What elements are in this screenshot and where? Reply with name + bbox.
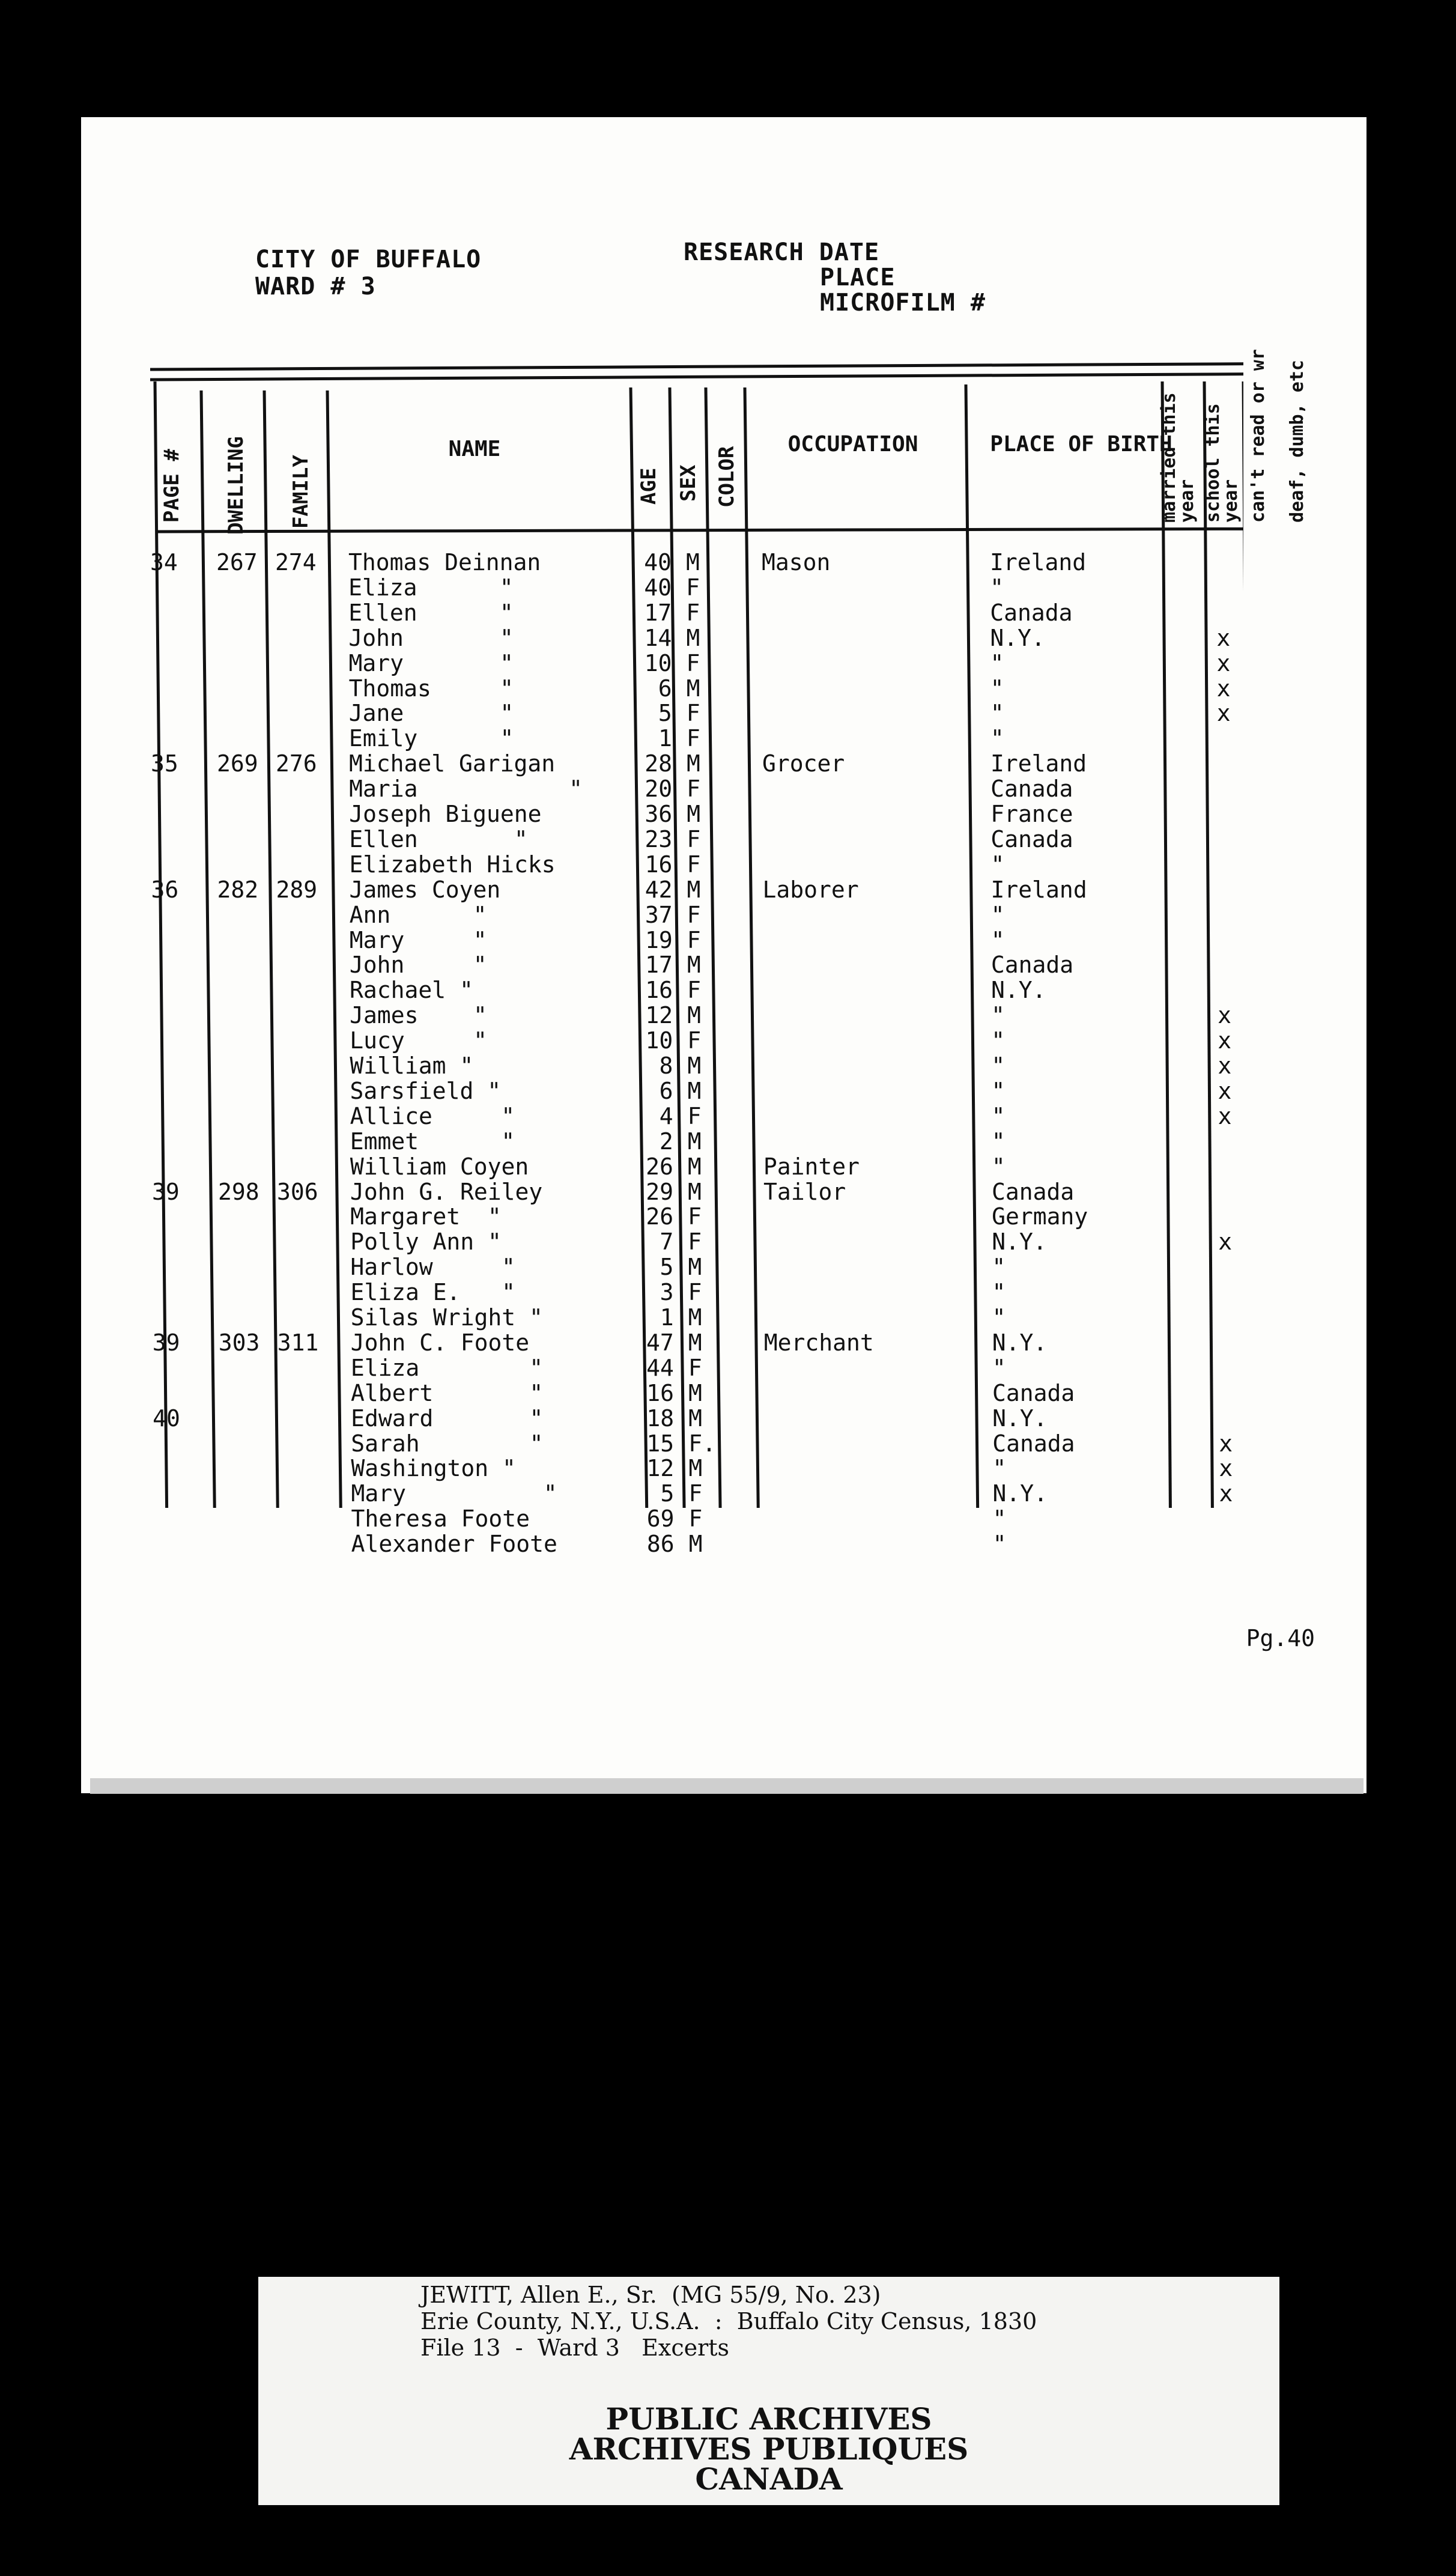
cell-name: Joseph Biguene	[349, 801, 542, 827]
cell-sex: F	[686, 574, 700, 601]
cell-dwelling: 282	[217, 876, 259, 903]
cell-school: x	[1218, 1077, 1232, 1104]
cell-birth: "	[991, 1128, 1006, 1155]
cell-name: Sarah "	[351, 1430, 544, 1457]
cell-sex: F	[686, 599, 700, 626]
cell-sex: F	[688, 1279, 702, 1306]
table-row	[0, 1179, 1171, 1204]
cell-age: 1	[658, 725, 672, 752]
cell-family: 289	[276, 876, 318, 903]
cell-name: Jane "	[348, 700, 514, 727]
cell-sex: M	[687, 1002, 702, 1029]
cell-age: 29	[646, 1178, 673, 1205]
cell-name: Harlow "	[350, 1254, 515, 1281]
cell-name: John C. Foote	[350, 1329, 530, 1356]
table-row	[0, 600, 1171, 625]
cell-sex: F	[688, 1229, 702, 1256]
cell-sex: M	[687, 1053, 702, 1079]
cell-family: 274	[275, 549, 317, 576]
archive-line-1: JEWITT, Allen E., Sr. (MG 55/9, No. 23)	[420, 2282, 881, 2308]
cell-school: x	[1216, 624, 1231, 651]
cell-sex: M	[688, 1379, 702, 1406]
col-school: school this year	[1203, 403, 1242, 523]
archive-stamp-3: CANADA	[695, 2461, 843, 2497]
cell-name: Emmet "	[350, 1128, 515, 1155]
cell-sex: M	[687, 1077, 702, 1104]
cell-sex: F	[687, 901, 701, 928]
cell-school: x	[1216, 675, 1231, 702]
cell-occupation: Tailor	[763, 1178, 846, 1205]
cell-school: x	[1219, 1480, 1233, 1507]
table-row	[0, 726, 1171, 751]
cell-age: 36	[645, 801, 673, 827]
cell-sex: M	[688, 1405, 702, 1432]
table-row	[0, 1330, 1171, 1355]
city-label: CITY OF BUFFALO	[255, 246, 482, 273]
cell-sex: F	[686, 649, 700, 676]
cell-birth: "	[991, 1027, 1006, 1054]
cell-birth: Germany	[992, 1203, 1088, 1230]
cell-birth: "	[990, 574, 1004, 601]
cell-age: 16	[645, 851, 673, 878]
cell-name: Ellen "	[348, 599, 514, 626]
cell-birth: "	[992, 1304, 1006, 1331]
cell-sex: M	[688, 1329, 702, 1356]
table-row	[0, 649, 1231, 676]
cell-name: Eliza "	[350, 1354, 544, 1381]
cell-sex: M	[688, 1455, 703, 1482]
cell-age: 69	[646, 1505, 675, 1533]
table-row	[0, 1280, 1171, 1305]
cell-sex: M	[688, 1178, 702, 1205]
table-row	[0, 852, 1171, 877]
table-row	[0, 827, 1171, 852]
cell-name: Mary "	[351, 1480, 557, 1507]
cell-sex: F	[687, 1102, 702, 1129]
cell-birth: N.Y.	[991, 977, 1046, 1004]
cell-dwelling: 269	[216, 750, 258, 777]
cell-school: x	[1218, 1229, 1233, 1256]
col-sex: SEX	[676, 464, 700, 502]
cell-name: Sarsfield "	[350, 1077, 502, 1104]
cell-age: 10	[644, 649, 672, 676]
cell-age: 16	[646, 1379, 674, 1406]
cell-name: Mary "	[348, 649, 514, 676]
archive-stamp-1: PUBLIC ARCHIVES	[605, 2401, 932, 2437]
cell-sex: F	[688, 1480, 703, 1507]
cell-age: 5	[660, 1254, 674, 1281]
cell-name: Polly Ann "	[350, 1229, 502, 1256]
cell-school: x	[1218, 1102, 1232, 1129]
table-row	[0, 751, 1171, 776]
cell-age: 12	[645, 1002, 673, 1029]
table-row	[0, 1455, 1233, 1482]
table-row	[0, 1102, 1232, 1129]
cell-name: Allice "	[350, 1102, 515, 1129]
col-cant-read: can't read or wr	[1248, 349, 1269, 523]
cell-name: Silas Wright "	[350, 1304, 543, 1331]
cell-name: Ellen "	[349, 825, 528, 852]
table-row	[0, 550, 1171, 575]
cell-birth: Canada	[992, 1379, 1075, 1406]
cell-birth: Canada	[990, 952, 1074, 979]
place-label: PLACE	[820, 264, 896, 291]
col-color: COLOR	[715, 446, 739, 508]
cell-age: 15	[646, 1430, 675, 1457]
cell-age: 86	[646, 1531, 675, 1558]
cell-page: 35	[150, 750, 178, 777]
cell-dwelling: 303	[218, 1329, 260, 1356]
col-page: PAGE #	[160, 449, 184, 523]
ward-label: WARD # 3	[255, 273, 376, 300]
cell-age: 3	[660, 1279, 674, 1306]
cell-name: Thomas "	[348, 675, 514, 702]
cell-name: Edward "	[351, 1405, 544, 1432]
cell-name: John "	[349, 952, 487, 979]
cell-birth: "	[992, 1531, 1007, 1558]
cell-sex: F	[687, 926, 701, 953]
cell-birth: "	[990, 851, 1005, 878]
cell-age: 26	[646, 1153, 673, 1180]
col-age: AGE	[637, 467, 661, 505]
cell-occupation: Painter	[763, 1153, 860, 1180]
cell-age: 40	[644, 549, 672, 576]
cell-school: x	[1219, 1430, 1233, 1457]
cell-birth: "	[992, 1354, 1006, 1381]
cell-birth: "	[990, 675, 1004, 702]
col-place-of-birth: PLACE OF BIRTH	[990, 432, 1172, 457]
cell-page: 36	[151, 876, 179, 903]
cell-name: William "	[350, 1053, 474, 1079]
cell-birth: "	[991, 1002, 1006, 1029]
cell-name: William Coyen	[350, 1153, 529, 1180]
cell-age: 10	[645, 1027, 673, 1054]
cell-age: 23	[645, 825, 673, 852]
cell-page: 34	[150, 549, 178, 576]
cell-sex: M	[688, 1304, 702, 1331]
cell-birth: Canada	[990, 599, 1073, 626]
cell-age: 7	[660, 1229, 674, 1256]
table-row	[0, 1002, 1232, 1029]
cell-birth: Ireland	[990, 876, 1087, 903]
cell-school: x	[1218, 1053, 1232, 1079]
cell-birth: N.Y.	[992, 1229, 1047, 1256]
table-row	[0, 928, 1171, 953]
cell-birth: "	[991, 1153, 1006, 1180]
cell-name: John "	[348, 624, 514, 651]
cell-page: 39	[152, 1329, 180, 1356]
table-row	[0, 801, 1171, 827]
cell-name: Alexander Foote	[351, 1531, 557, 1558]
archive-label	[258, 2277, 1279, 2505]
table-row	[0, 1077, 1232, 1104]
cell-name: Washington "	[351, 1455, 516, 1482]
cell-occupation: Grocer	[762, 750, 845, 777]
cell-age: 19	[645, 926, 673, 953]
cell-birth: Canada	[990, 825, 1073, 852]
cell-age: 2	[659, 1128, 673, 1155]
table-row	[0, 1027, 1232, 1054]
cell-sex: M	[687, 876, 701, 903]
cell-sex: F	[687, 851, 701, 878]
cell-school: x	[1218, 1027, 1232, 1054]
cell-age: 14	[644, 624, 672, 651]
cell-dwelling: 267	[216, 549, 258, 576]
col-dwelling: DWELLING	[224, 436, 248, 535]
cell-name: Lucy "	[350, 1027, 488, 1054]
cell-name: Michael Garigan	[348, 750, 556, 777]
cell-birth: Ireland	[990, 750, 1087, 777]
table-row	[0, 1204, 1171, 1229]
table-row	[0, 675, 1231, 702]
cell-name: Rachael "	[350, 977, 473, 1004]
cell-birth: N.Y.	[990, 624, 1045, 651]
sheet-edge	[90, 1778, 1363, 1794]
col-occupation: OCCUPATION	[787, 432, 918, 457]
cell-name: Thomas Deinnan	[348, 549, 541, 576]
cell-page: 40	[153, 1405, 180, 1432]
cell-birth: Canada	[990, 776, 1073, 803]
table-row	[0, 1154, 1171, 1179]
cell-name: Albert "	[350, 1379, 544, 1406]
archive-line-2: Erie County, N.Y., U.S.A. : Buffalo City Census, 1830	[420, 2308, 1037, 2334]
cell-age: 16	[645, 977, 673, 1004]
cell-sex: M	[686, 549, 700, 576]
cell-birth: N.Y.	[992, 1329, 1048, 1356]
cell-birth: "	[992, 1455, 1007, 1482]
table-row	[0, 952, 1171, 977]
cell-age: 1	[660, 1304, 674, 1331]
cell-birth: "	[990, 926, 1005, 953]
cell-age: 6	[659, 1077, 673, 1104]
table-row	[0, 1254, 1171, 1280]
page-number: Pg.40	[1246, 1625, 1315, 1651]
cell-name: James "	[350, 1002, 487, 1029]
cell-name: Elizabeth Hicks	[349, 851, 556, 878]
table-row	[0, 1229, 1233, 1256]
cell-age: 47	[646, 1329, 674, 1356]
cell-sex: F	[687, 825, 701, 852]
cell-sex: F	[688, 1203, 702, 1230]
cell-age: 37	[645, 901, 673, 928]
cell-name: Mary "	[349, 926, 487, 953]
col-deaf: deaf, dumb, etc	[1287, 360, 1308, 523]
cell-age: 20	[645, 776, 673, 803]
cell-birth: "	[992, 1505, 1007, 1533]
cell-occupation: Laborer	[762, 876, 859, 903]
microfilm-label: MICROFILM #	[820, 289, 986, 317]
research-date-label: RESEARCH DATE	[684, 238, 880, 266]
cell-page: 39	[152, 1178, 180, 1205]
col-name: NAME	[448, 437, 501, 461]
cell-name: Maria "	[349, 776, 583, 803]
cell-sex: M	[687, 952, 701, 979]
cell-name: Theresa Foote	[351, 1505, 530, 1533]
cell-sex: M	[687, 1128, 702, 1155]
cell-birth: N.Y.	[992, 1480, 1048, 1507]
cell-age: 5	[660, 1480, 675, 1507]
table-row	[0, 1506, 1171, 1531]
col-married: married this year	[1159, 392, 1198, 523]
cell-sex: M	[686, 750, 700, 777]
cell-sex: M	[688, 1531, 703, 1558]
table-row	[0, 776, 1171, 801]
cell-school: x	[1218, 1002, 1232, 1029]
cell-age: 42	[645, 876, 673, 903]
table-row	[0, 902, 1171, 928]
cell-birth: "	[992, 1254, 1006, 1281]
cell-age: 26	[646, 1203, 674, 1230]
cell-age: 5	[658, 700, 672, 727]
cell-dwelling: 298	[218, 1178, 259, 1205]
cell-age: 17	[644, 599, 672, 626]
cell-birth: "	[992, 1279, 1006, 1306]
col-family: FAMILY	[289, 455, 313, 529]
cell-birth: Canada	[992, 1178, 1075, 1205]
cell-sex: M	[687, 1153, 702, 1180]
table-row	[0, 575, 1171, 600]
cell-sex: M	[688, 1254, 702, 1281]
cell-sex: F	[686, 725, 700, 752]
cell-birth: France	[990, 801, 1073, 827]
cell-sex: F	[688, 1505, 703, 1533]
cell-occupation: Merchant	[763, 1329, 874, 1356]
cell-birth: "	[990, 649, 1004, 676]
cell-birth: Ireland	[990, 549, 1087, 576]
table-row	[0, 977, 1171, 1003]
cell-age: 17	[645, 952, 673, 979]
cell-school: x	[1216, 700, 1231, 727]
cell-name: Emily "	[348, 725, 514, 752]
cell-birth: Canada	[992, 1430, 1075, 1457]
cell-age: 12	[646, 1455, 675, 1482]
cell-sex: F.	[688, 1430, 716, 1457]
archive-line-3: File 13 - Ward 3 Excerts	[420, 2334, 730, 2361]
archive-stamp-2: ARCHIVES PUBLIQUES	[569, 2431, 969, 2467]
cell-age: 8	[659, 1053, 673, 1079]
cell-age: 18	[646, 1405, 675, 1432]
cell-sex: F	[688, 1354, 702, 1381]
cell-birth: "	[990, 725, 1004, 752]
cell-age: 4	[659, 1102, 673, 1129]
cell-birth: N.Y.	[992, 1405, 1048, 1432]
cell-school: x	[1216, 649, 1231, 676]
cell-age: 28	[645, 750, 672, 777]
cell-birth: "	[990, 901, 1005, 928]
cell-occupation: Mason	[762, 549, 831, 576]
cell-age: 6	[658, 675, 672, 702]
cell-name: John G. Reiley	[350, 1178, 543, 1205]
cell-birth: "	[990, 700, 1004, 727]
cell-age: 40	[644, 574, 672, 601]
table-row	[0, 1305, 1171, 1330]
cell-sex: F	[687, 776, 700, 803]
cell-sex: F	[687, 1027, 702, 1054]
table-row	[0, 1381, 1171, 1406]
table-row	[0, 624, 1231, 651]
table-row	[0, 1430, 1233, 1457]
table-row	[0, 1355, 1171, 1381]
cell-family: 311	[277, 1329, 319, 1356]
table-row	[0, 1406, 1171, 1431]
cell-birth: "	[991, 1077, 1006, 1104]
cell-family: 306	[277, 1178, 318, 1205]
table-row	[0, 1480, 1233, 1507]
cell-sex: M	[686, 675, 700, 702]
cell-name: James Coyen	[349, 876, 501, 903]
cell-name: Eliza E. "	[350, 1279, 516, 1306]
cell-sex: F	[687, 977, 701, 1004]
cell-birth: "	[991, 1102, 1006, 1129]
cell-family: 276	[275, 750, 317, 777]
cell-name: Margaret "	[350, 1203, 502, 1230]
cell-birth: "	[991, 1053, 1006, 1079]
cell-school: x	[1219, 1455, 1233, 1482]
cell-name: Eliza "	[348, 574, 514, 601]
table-row	[0, 1053, 1232, 1079]
cell-age: 44	[646, 1354, 674, 1381]
cell-sex: M	[687, 801, 701, 827]
table-row	[0, 877, 1171, 902]
cell-name: Ann "	[349, 901, 487, 928]
table-row	[0, 1531, 1171, 1557]
cell-sex: M	[686, 624, 700, 651]
cell-sex: F	[686, 700, 700, 727]
table-row	[0, 700, 1231, 727]
table-row	[0, 1129, 1171, 1154]
